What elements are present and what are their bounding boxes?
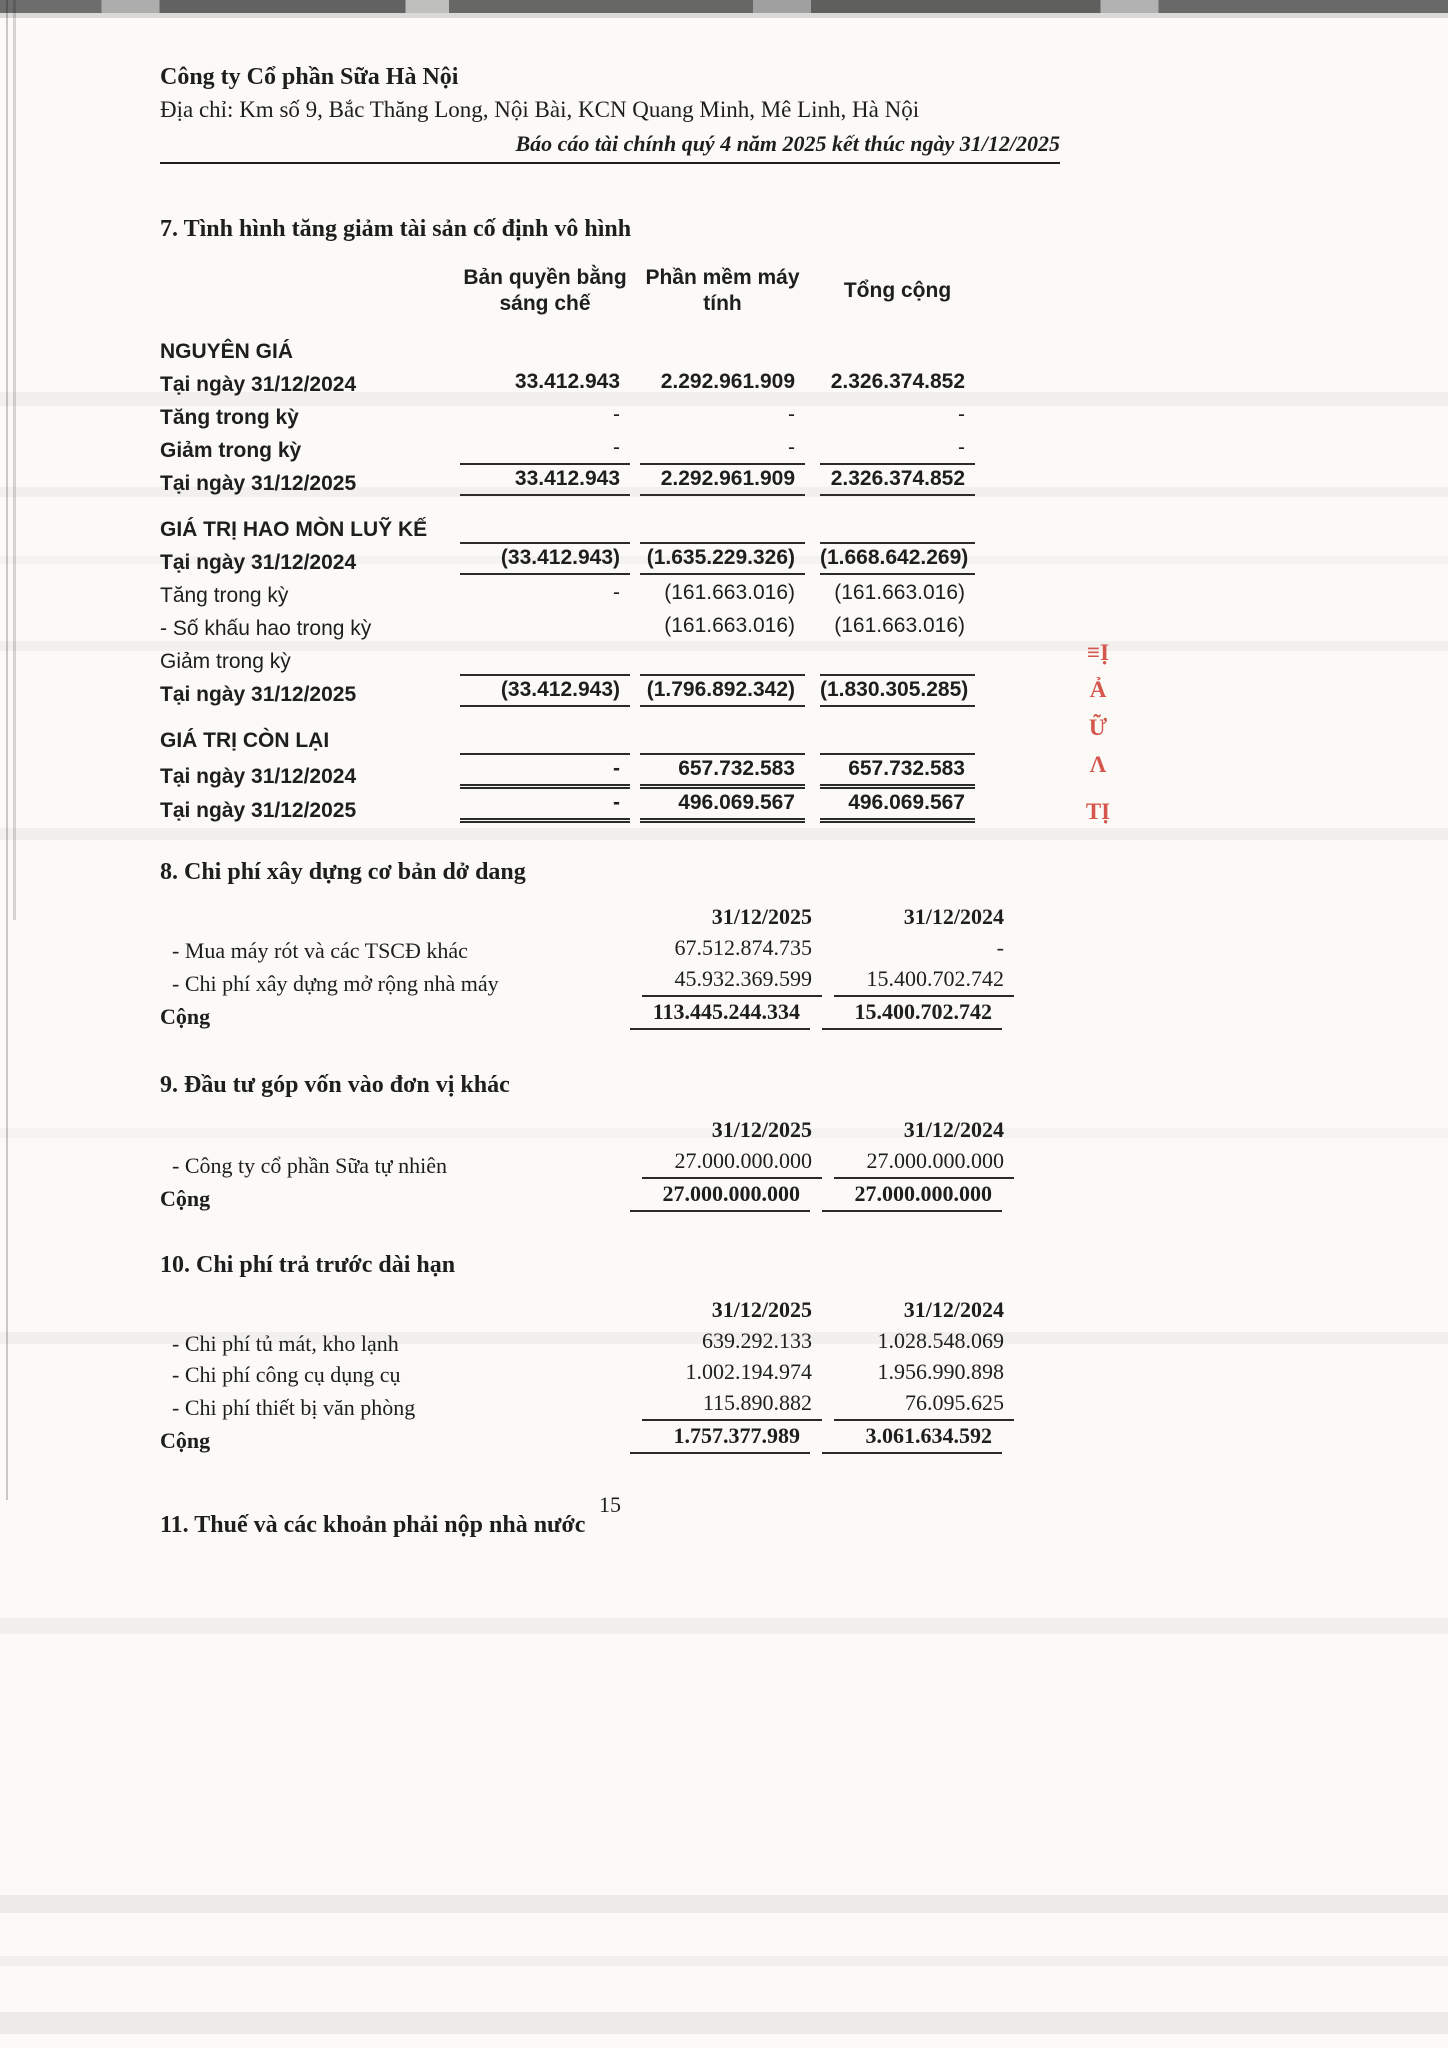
row-label: Tại ngày 31/12/2025	[160, 798, 357, 822]
row-value: (161.663.016)	[834, 580, 965, 604]
group-header-net-book-value: GIÁ TRỊ CÒN LẠI	[160, 728, 330, 752]
table-row	[160, 964, 1060, 997]
table-total-row	[160, 1421, 1060, 1454]
row-label: - Chi phí xây dựng mở rộng nhà máy	[172, 970, 499, 996]
table-row	[160, 575, 1060, 608]
row-value: 2.326.374.852	[830, 369, 965, 393]
row-value: (33.412.943)	[460, 542, 630, 575]
column-header-2025: 31/12/2025	[711, 1116, 812, 1142]
scan-artifact-left-line	[13, 0, 16, 920]
row-label: - Công ty cổ phần Sữa tự nhiên	[172, 1152, 447, 1178]
row-value: 27.000.000.000	[642, 1146, 822, 1179]
table10-column-headers	[160, 1295, 1060, 1326]
header-divider	[160, 162, 1060, 164]
table-row	[160, 1357, 1060, 1388]
scan-artifact-left-line	[6, 0, 8, 1500]
scan-artifact-streak	[0, 1618, 1448, 1634]
table-row	[160, 1326, 1060, 1357]
table-total-row	[160, 1179, 1060, 1212]
table-row	[160, 933, 1060, 964]
column-header-2025: 31/12/2025	[711, 1296, 812, 1322]
row-value: 27.000.000.000	[630, 1179, 810, 1212]
row-value: 1.757.377.989	[630, 1421, 810, 1454]
row-value: 115.890.882	[642, 1388, 822, 1421]
row-label: Giảm trong kỳ	[160, 649, 291, 673]
row-value: 496.069.567	[820, 789, 975, 823]
row-value: 1.002.194.974	[685, 1358, 812, 1384]
row-label: Tăng trong kỳ	[160, 583, 289, 607]
row-value: 15.400.702.742	[822, 997, 1002, 1030]
row-label: Cộng	[160, 1185, 211, 1211]
red-stamp-fragment: Ữ	[1088, 714, 1108, 740]
page-number: 15	[599, 1492, 621, 1517]
column-header-total: Tổng cộng	[843, 279, 952, 303]
section-7-heading: 7. Tình hình tăng giảm tài sản cố định vô hình	[160, 216, 632, 242]
row-label: - Chi phí tủ mát, kho lạnh	[172, 1330, 399, 1356]
column-header-2024: 31/12/2024	[903, 1296, 1004, 1322]
row-value: 45.932.369.599	[642, 964, 822, 997]
table-row	[160, 397, 1060, 430]
row-value: (161.663.016)	[664, 580, 795, 604]
company-name: Công ty Cổ phần Sữa Hà Nội	[160, 64, 459, 90]
table-row	[160, 430, 1060, 463]
row-value: -	[788, 435, 795, 459]
table9-column-headers	[160, 1115, 1060, 1146]
group-header-accumulated-depreciation: GIÁ TRỊ HAO MÒN LUỸ KẾ	[160, 517, 428, 541]
row-value: -	[613, 402, 620, 426]
red-stamp-fragment: Ả	[1089, 677, 1107, 703]
row-value: -	[613, 580, 620, 604]
row-value: 1.956.990.898	[877, 1358, 1004, 1384]
row-label: Tại ngày 31/12/2025	[160, 471, 357, 495]
row-label: Tại ngày 31/12/2024	[160, 550, 357, 574]
row-value: 15.400.702.742	[834, 964, 1014, 997]
table-row	[160, 641, 1060, 674]
row-label: Tại ngày 31/12/2024	[160, 372, 357, 396]
scan-artifact-top-band	[0, 0, 1448, 13]
row-label: - Chi phí thiết bị văn phòng	[172, 1394, 416, 1420]
table-row	[160, 542, 1060, 575]
table-row	[160, 1388, 1060, 1421]
scan-artifact-streak	[0, 2012, 1448, 2034]
row-value: -	[788, 402, 795, 426]
row-value: 496.069.567	[640, 789, 805, 823]
column-header-2024: 31/12/2024	[903, 903, 1004, 929]
table-row	[160, 608, 1060, 641]
row-value: (1.635.229.326)	[640, 542, 805, 575]
row-value: 113.445.244.334	[630, 997, 810, 1030]
row-label: Cộng	[160, 1427, 211, 1453]
row-value: -	[613, 435, 620, 459]
row-value: 76.095.625	[834, 1388, 1014, 1421]
row-label: Cộng	[160, 1003, 211, 1029]
red-stamp-fragment: ≡Ị	[1086, 640, 1110, 665]
row-value: 3.061.634.592	[822, 1421, 1002, 1454]
scan-artifact-streak	[0, 1895, 1448, 1913]
section-8-heading: 8. Chi phí xây dựng cơ bản dở dang	[160, 858, 526, 885]
column-header-patents: Bản quyền bằng sáng chế	[463, 266, 627, 316]
group-header-cost: NGUYÊN GIÁ	[160, 339, 294, 363]
table-total-row	[160, 997, 1060, 1030]
row-value: 2.292.961.909	[660, 369, 795, 393]
red-stamp-edge	[1076, 640, 1120, 836]
row-value: -	[958, 435, 965, 459]
row-label: Giảm trong kỳ	[160, 438, 302, 462]
row-value: (1.830.305.285)	[820, 674, 975, 707]
row-value: 657.732.583	[820, 753, 975, 789]
row-value: -	[958, 402, 965, 426]
row-value: 2.326.374.852	[820, 463, 975, 496]
row-value: 33.412.943	[460, 463, 630, 496]
row-value: 27.000.000.000	[822, 1179, 1002, 1212]
row-label: Tại ngày 31/12/2024	[160, 764, 357, 788]
column-header-software: Phần mềm máy tính	[645, 266, 800, 316]
table-row	[160, 789, 1060, 823]
table-row	[160, 463, 1060, 496]
row-value: -	[460, 789, 630, 823]
red-stamp-fragment: TỊ	[1085, 799, 1111, 825]
table-row	[160, 674, 1060, 707]
report-title: Báo cáo tài chính quý 4 năm 2025 kết thúc ngày 31/12/2025	[515, 131, 1060, 156]
scan-artifact-streak	[0, 1956, 1448, 1966]
company-address: Địa chỉ: Km số 9, Bắc Thăng Long, Nội Bài, KCN Quang Minh, Mê Linh, Hà Nội	[160, 97, 920, 122]
scan-artifact-top-band	[0, 13, 1448, 18]
section-11-heading: 11. Thuế và các khoản phải nộp nhà nước	[160, 1511, 586, 1538]
column-header-2025: 31/12/2025	[711, 903, 812, 929]
table-row	[160, 753, 1060, 789]
row-value: -	[996, 934, 1004, 960]
row-label: Tại ngày 31/12/2025	[160, 682, 357, 706]
row-label: - Mua máy rót và các TSCĐ khác	[172, 937, 468, 963]
row-value: (1.668.642.269)	[820, 542, 975, 575]
row-label: - Số khấu hao trong kỳ	[160, 616, 372, 640]
row-value: 657.732.583	[640, 753, 805, 789]
row-value: 33.412.943	[514, 369, 620, 393]
section-10-heading: 10. Chi phí trả trước dài hạn	[160, 1251, 456, 1278]
row-value: (33.412.943)	[460, 674, 630, 707]
row-value: (1.796.892.342)	[640, 674, 805, 707]
section-9-heading: 9. Đầu tư góp vốn vào đơn vị khác	[160, 1071, 510, 1098]
row-value: -	[460, 753, 630, 789]
column-header-2024: 31/12/2024	[903, 1116, 1004, 1142]
table-row	[160, 1146, 1060, 1179]
row-value: 27.000.000.000	[834, 1146, 1014, 1179]
row-value: (161.663.016)	[664, 613, 795, 637]
row-label: Tăng trong kỳ	[160, 405, 299, 429]
row-value: (161.663.016)	[834, 613, 965, 637]
row-value: 639.292.133	[702, 1327, 812, 1353]
table7-column-headers	[160, 265, 1060, 318]
row-value: 67.512.874.735	[674, 934, 812, 960]
red-stamp-fragment: Λ	[1089, 751, 1107, 777]
row-value	[460, 636, 630, 641]
row-value: 1.028.548.069	[877, 1327, 1004, 1353]
row-value: 2.292.961.909	[640, 463, 805, 496]
table8-column-headers	[160, 902, 1060, 933]
row-label: - Chi phí công cụ dụng cụ	[172, 1361, 401, 1387]
table-row	[160, 364, 1060, 397]
